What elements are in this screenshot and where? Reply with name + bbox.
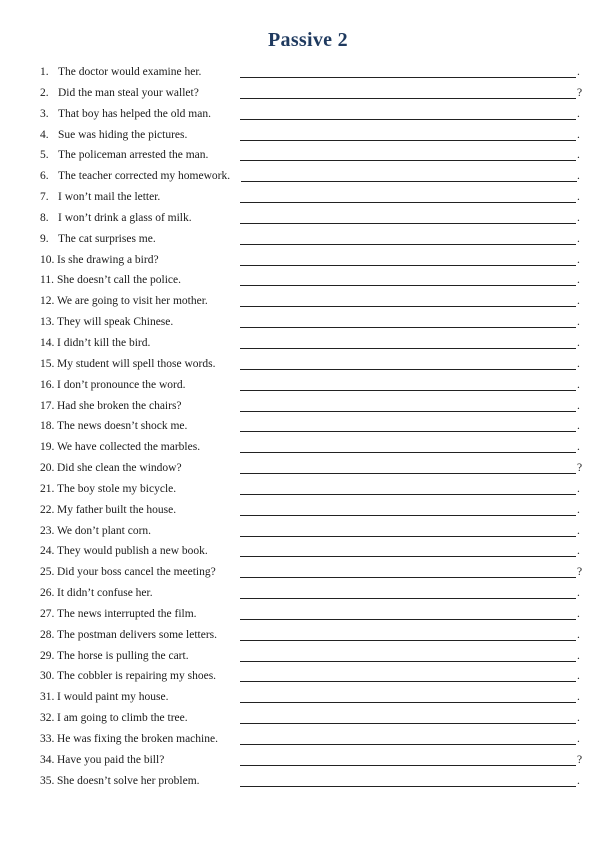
answer-line[interactable] bbox=[240, 98, 576, 99]
answer-line[interactable] bbox=[240, 640, 576, 641]
answer-line[interactable] bbox=[240, 681, 576, 682]
answer-line[interactable] bbox=[240, 223, 576, 224]
item-ending-punctuation: . bbox=[577, 607, 580, 620]
exercise-item bbox=[0, 437, 616, 458]
exercise-item bbox=[0, 666, 616, 687]
answer-line[interactable] bbox=[240, 348, 576, 349]
answer-line[interactable] bbox=[240, 285, 576, 286]
exercise-item bbox=[0, 562, 616, 583]
item-number: 22. bbox=[40, 503, 55, 516]
item-sentence: I won’t mail the letter. bbox=[58, 191, 161, 204]
item-sentence: We are going to visit her mother. bbox=[57, 295, 208, 308]
item-ending-punctuation: . bbox=[577, 670, 580, 683]
answer-line[interactable] bbox=[240, 661, 576, 662]
item-number: 34. bbox=[40, 753, 55, 766]
exercise-item bbox=[0, 270, 616, 291]
item-ending-punctuation: ? bbox=[577, 86, 583, 99]
item-ending-punctuation: . bbox=[577, 691, 580, 704]
answer-line[interactable] bbox=[240, 619, 576, 620]
item-ending-punctuation: . bbox=[577, 191, 580, 204]
item-ending-punctuation: . bbox=[577, 149, 580, 162]
item-number: 6. bbox=[40, 170, 49, 183]
item-number: 19. bbox=[40, 441, 55, 454]
exercise-list bbox=[0, 62, 616, 792]
item-ending-punctuation: . bbox=[577, 482, 580, 495]
item-number: 23. bbox=[40, 524, 55, 537]
item-number: 3. bbox=[40, 107, 49, 120]
item-ending-punctuation: . bbox=[577, 295, 580, 308]
item-sentence: I didn’t kill the bird. bbox=[57, 336, 151, 349]
item-ending-punctuation: . bbox=[577, 712, 580, 725]
item-sentence: The postman delivers some letters. bbox=[57, 628, 218, 641]
answer-line[interactable] bbox=[240, 160, 576, 161]
exercise-item bbox=[0, 604, 616, 625]
item-number: 27. bbox=[40, 607, 55, 620]
exercise-item bbox=[0, 166, 616, 187]
item-sentence: The boy stole my bicycle. bbox=[57, 482, 177, 495]
answer-line[interactable] bbox=[240, 515, 576, 516]
exercise-item bbox=[0, 396, 616, 417]
exercise-item bbox=[0, 708, 616, 729]
item-ending-punctuation: . bbox=[577, 128, 580, 141]
exercise-item bbox=[0, 187, 616, 208]
item-number: 1. bbox=[40, 66, 49, 78]
item-number: 8. bbox=[40, 211, 49, 224]
item-sentence: They would publish a new book. bbox=[57, 545, 208, 558]
item-number: 24. bbox=[40, 545, 55, 558]
answer-line[interactable] bbox=[240, 536, 576, 537]
answer-line[interactable] bbox=[240, 556, 576, 557]
item-sentence: Is she drawing a bird? bbox=[57, 253, 159, 266]
item-number: 13. bbox=[40, 316, 55, 329]
item-sentence: I don’t pronounce the word. bbox=[57, 378, 186, 391]
answer-line[interactable] bbox=[240, 411, 576, 412]
exercise-item bbox=[0, 771, 616, 792]
exercise-item bbox=[0, 354, 616, 375]
item-sentence: Did your boss cancel the meeting? bbox=[57, 566, 216, 579]
item-number: 32. bbox=[40, 712, 55, 725]
item-sentence: The cobbler is repairing my shoes. bbox=[57, 670, 217, 683]
exercise-item bbox=[0, 458, 616, 479]
item-sentence: The cat surprises me. bbox=[58, 232, 156, 245]
item-number: 12. bbox=[40, 295, 55, 308]
item-ending-punctuation: . bbox=[577, 587, 580, 600]
answer-line[interactable] bbox=[240, 723, 576, 724]
answer-line[interactable] bbox=[240, 202, 576, 203]
item-sentence: I am going to climb the tree. bbox=[57, 712, 188, 725]
item-ending-punctuation: . bbox=[577, 316, 580, 329]
item-ending-punctuation: . bbox=[577, 545, 580, 558]
item-ending-punctuation: . bbox=[577, 253, 580, 266]
item-ending-punctuation: . bbox=[577, 211, 580, 224]
answer-line[interactable] bbox=[240, 390, 576, 391]
exercise-item bbox=[0, 333, 616, 354]
item-sentence: We have collected the marbles. bbox=[57, 441, 201, 454]
item-number: 18. bbox=[40, 420, 55, 433]
answer-line[interactable] bbox=[240, 119, 576, 120]
exercise-item bbox=[0, 62, 616, 83]
exercise-item bbox=[0, 541, 616, 562]
page-title: Passive 2 bbox=[268, 29, 348, 51]
item-sentence: She doesn’t call the police. bbox=[57, 274, 182, 287]
item-ending-punctuation: . bbox=[577, 336, 580, 349]
item-number: 5. bbox=[40, 149, 49, 162]
answer-line[interactable] bbox=[240, 77, 576, 78]
exercise-item bbox=[0, 312, 616, 333]
item-number: 15. bbox=[40, 357, 55, 370]
item-ending-punctuation: . bbox=[577, 503, 580, 516]
item-sentence: She doesn’t solve her problem. bbox=[57, 774, 200, 787]
exercise-item bbox=[0, 479, 616, 500]
answer-line[interactable] bbox=[240, 327, 576, 328]
item-ending-punctuation: . bbox=[577, 649, 580, 662]
exercise-item bbox=[0, 729, 616, 750]
item-sentence: The news doesn’t shock me. bbox=[57, 420, 188, 433]
exercise-item bbox=[0, 687, 616, 708]
item-sentence: I would paint my house. bbox=[57, 691, 169, 704]
exercise-item bbox=[0, 375, 616, 396]
item-sentence: Had she broken the chairs? bbox=[57, 399, 182, 412]
item-sentence: It didn’t confuse her. bbox=[57, 587, 153, 600]
item-sentence: He was fixing the broken machine. bbox=[57, 733, 218, 745]
item-number: 26. bbox=[40, 587, 55, 600]
exercise-item bbox=[0, 521, 616, 542]
item-sentence: My student will spell those words. bbox=[57, 357, 216, 370]
item-ending-punctuation: ? bbox=[577, 566, 583, 579]
item-number: 14. bbox=[40, 336, 55, 349]
answer-line[interactable] bbox=[240, 369, 576, 370]
exercise-item bbox=[0, 416, 616, 437]
item-number: 25. bbox=[40, 566, 55, 579]
item-sentence: The teacher corrected my homework. bbox=[58, 170, 231, 183]
answer-line[interactable] bbox=[240, 306, 576, 307]
exercise-item bbox=[0, 583, 616, 604]
item-ending-punctuation: . bbox=[577, 66, 580, 78]
item-ending-punctuation: . bbox=[577, 378, 580, 391]
item-sentence: I won’t drink a glass of milk. bbox=[58, 211, 192, 224]
exercise-item bbox=[0, 750, 616, 771]
exercise-item bbox=[0, 500, 616, 521]
item-number: 10. bbox=[40, 253, 55, 266]
answer-line[interactable] bbox=[240, 494, 576, 495]
item-sentence: That boy has helped the old man. bbox=[58, 107, 211, 120]
answer-line[interactable] bbox=[240, 244, 576, 245]
answer-line[interactable] bbox=[240, 431, 576, 432]
item-number: 29. bbox=[40, 649, 55, 662]
answer-line[interactable] bbox=[240, 765, 576, 766]
item-ending-punctuation: . bbox=[577, 774, 580, 787]
item-ending-punctuation: . bbox=[577, 524, 580, 537]
item-ending-punctuation: . bbox=[577, 628, 580, 641]
answer-line[interactable] bbox=[240, 452, 576, 453]
answer-line[interactable] bbox=[240, 140, 576, 141]
item-ending-punctuation: . bbox=[577, 232, 580, 245]
item-ending-punctuation: . bbox=[577, 441, 580, 454]
item-number: 7. bbox=[40, 191, 49, 204]
item-sentence: We don’t plant corn. bbox=[57, 524, 152, 537]
answer-line[interactable] bbox=[240, 577, 576, 578]
item-sentence: Did the man steal your wallet? bbox=[58, 86, 199, 99]
item-ending-punctuation: ? bbox=[577, 462, 583, 475]
exercise-item bbox=[0, 646, 616, 667]
item-ending-punctuation: . bbox=[577, 733, 580, 745]
exercise-item bbox=[0, 625, 616, 646]
answer-line[interactable] bbox=[241, 181, 577, 182]
exercise-item bbox=[0, 291, 616, 312]
item-ending-punctuation: . bbox=[577, 399, 580, 412]
item-number: 31. bbox=[40, 691, 55, 704]
answer-line[interactable] bbox=[240, 598, 576, 599]
exercise-item bbox=[0, 125, 616, 146]
exercise-item bbox=[0, 145, 616, 166]
item-sentence: The news interrupted the film. bbox=[57, 607, 197, 620]
item-number: 21. bbox=[40, 482, 55, 495]
item-ending-punctuation: . bbox=[577, 420, 580, 433]
item-sentence: The doctor would examine her. bbox=[58, 66, 202, 78]
item-sentence: Did she clean the window? bbox=[57, 462, 182, 475]
item-sentence: Have you paid the bill? bbox=[57, 753, 165, 766]
item-sentence: They will speak Chinese. bbox=[57, 316, 174, 329]
item-sentence: My father built the house. bbox=[57, 503, 177, 516]
item-sentence: The horse is pulling the cart. bbox=[57, 649, 189, 662]
item-number: 28. bbox=[40, 628, 55, 641]
answer-line[interactable] bbox=[240, 473, 576, 474]
item-number: 17. bbox=[40, 399, 55, 412]
answer-line[interactable] bbox=[240, 702, 576, 703]
item-number: 9. bbox=[40, 232, 49, 245]
exercise-item bbox=[0, 208, 616, 229]
exercise-item bbox=[0, 250, 616, 271]
item-number: 35. bbox=[40, 774, 55, 787]
item-number: 16. bbox=[40, 378, 55, 391]
answer-line[interactable] bbox=[240, 744, 576, 745]
item-number: 33. bbox=[40, 733, 55, 745]
item-sentence: Sue was hiding the pictures. bbox=[58, 128, 188, 141]
item-sentence: The policeman arrested the man. bbox=[58, 149, 209, 162]
exercise-item bbox=[0, 83, 616, 104]
item-number: 30. bbox=[40, 670, 55, 683]
answer-line[interactable] bbox=[240, 265, 576, 266]
item-number: 2. bbox=[40, 86, 49, 99]
item-number: 4. bbox=[40, 128, 49, 141]
item-ending-punctuation: . bbox=[577, 107, 580, 120]
item-number: 11. bbox=[40, 274, 54, 287]
item-ending-punctuation: . bbox=[577, 357, 580, 370]
item-ending-punctuation: . bbox=[577, 274, 580, 287]
item-ending-punctuation: ? bbox=[577, 753, 583, 766]
exercise-item bbox=[0, 229, 616, 250]
answer-line[interactable] bbox=[240, 786, 576, 787]
item-ending-punctuation: . bbox=[577, 170, 580, 183]
item-number: 20. bbox=[40, 462, 55, 475]
exercise-item bbox=[0, 104, 616, 125]
